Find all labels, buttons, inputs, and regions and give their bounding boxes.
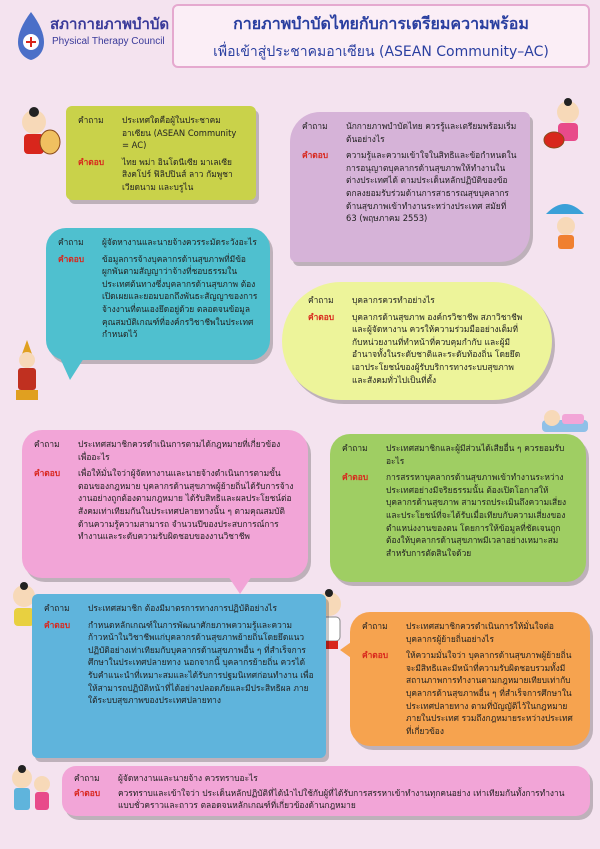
bubble-tail — [228, 576, 252, 594]
qa-bubble-7 — [32, 594, 326, 758]
answer-text: ให้ความมั่นใจว่า บุคลากรด้านสุขภาพผู้ย้ายถิ่น จะมีสิทธิและมีหน้าที่ความรับผิดชอบรวมทั้งมีสถานภาพการทำงานตามกฎหมายเทียบเท่ากับบุคลากรด้านสุขภาพอื่น ๆ ที่สำเร็จการศึกษาในประเทศปลายทาง ตามที่บัญญัติไว้ในกฎหมายภายในประเทศ รวมถึงกฎหมายระหว่างประเทศที่เกี่ยวข้อง — [406, 650, 573, 736]
answer-label: คำตอบ — [78, 156, 105, 167]
answer-text: การสรรหาบุคลากรด้านสุขภาพเข้าทำงานระหว่างประเทศอย่างมีจริยธรรมนั้น ต้องเปิดโอกาสให้บุคลากรด้านสุขภาพ สามารถประเมินถึงความเสี่ยงและประโยชน์ที่จะได้รับเมื่อเทียบกับความเสี่ยงของตำแหน่งงานของตน โดยการให้ข้อมูลที่ชัดเจนถูกต้องให้บุคลากรด้านสุขภาพมีเวลาอย่างเหมาะสมสำหรับการตัดสินใจด้วย — [386, 472, 567, 558]
qa-bubble-8 — [350, 612, 590, 746]
org-name-english: Physical Therapy Council — [52, 36, 165, 47]
mascot-drum-icon — [4, 104, 62, 164]
question-text: ประเทศสมาชิก ต้องมีมาตรการทางการปฏิบัติอย่างไร — [88, 603, 277, 613]
qa-bubble-9 — [62, 766, 590, 816]
page-title-box — [172, 4, 590, 68]
question-text: ประเทศสมาชิกควรดำเนินการตามได้กฎหมายที่เกี่ยวข้อง เพื่ออะไร — [78, 439, 281, 462]
mascot-couple-icon — [4, 762, 56, 820]
answer-label: คำตอบ — [74, 787, 101, 798]
answer-label: คำตอบ — [44, 619, 71, 630]
answer-label: คำตอบ — [342, 472, 369, 483]
mascot-drummer-icon — [540, 96, 598, 156]
answer-text: ความรู้และความเข้าใจในสิทธิและข้อกำหนดในการอนุญาตบุคลากรด้านสุขภาพให้ทำงานในต่างประเทศได้ ตามประเด็นหลักปฏิบัติของข้อตกลงยอมรับร่วมด้านการสาธารณสุขบุคลากรด้านสุขภาพเข้าทำงานระหว่างประเทศ สมัยที่ 63 (พฤษภาคม 2553) — [346, 150, 517, 224]
answer-label: คำตอบ — [58, 253, 85, 264]
mascot-sleeping-icon — [536, 398, 594, 438]
qa-bubble-2 — [290, 112, 530, 262]
question-text: ผู้จัดหางานและนายจ้างควรระมัดระวังอะไร — [102, 237, 257, 247]
qa-bubble-4 — [282, 282, 552, 400]
question-label: คำถาม — [74, 773, 100, 783]
answer-label: คำตอบ — [34, 468, 61, 479]
answer-text: เพื่อให้มั่นใจว่าผู้จัดหางานและนายจ้างดำเนินการตามขั้นตอนของกฎหมาย บุคลากรด้านสุขภาพผู้ย้ายถิ่นได้รับการจ้างงานอย่างถูกต้องตามกฎหมาย ได้รับสิทธิและผลประโยชน์ต่อสังคมเท่าเทียมกันในประเทศปลายทางนั้น ๆ ตามคุณสมบัติด้านความรู้ความสามารถ จำนวนปีของประสบการณ์การทำงานและระดับความรับผิดชอบของงานวิชาชีพ — [78, 468, 294, 542]
question-label: คำถาม — [308, 295, 334, 305]
question-text: ประเทศใดคือผู้ในประชาคมอาเซียน (ASEAN Community = AC) — [122, 115, 237, 151]
bubble-tail — [60, 358, 84, 380]
answer-label: คำตอบ — [302, 150, 329, 161]
question-label: คำถาม — [302, 121, 328, 131]
qa-bubble-1 — [66, 106, 256, 200]
question-label: คำถาม — [44, 603, 70, 613]
question-text: ผู้จัดหางานและนายจ้าง ควรทราบอะไร — [118, 773, 258, 783]
answer-text: ไทย พม่า อินโดนีเซีย มาเลเซีย สิงคโปร์ ฟิลิปปินส์ ลาว กัมพูชา เวียดนาม และบรูไน — [122, 156, 233, 193]
question-label: คำถาม — [34, 439, 60, 449]
answer-label: คำตอบ — [362, 650, 389, 661]
question-text: นักกายภาพบำบัดไทย ควรรู้และเตรียมพร้อมเริ่มต้นอย่างไร — [346, 121, 517, 144]
qa-bubble-3 — [46, 228, 270, 360]
question-label: คำถาม — [78, 115, 104, 125]
question-label: คำถาม — [58, 237, 84, 247]
question-text: บุคลากรควรทำอย่างไร — [352, 295, 435, 305]
answer-text: ควรทราบและเข้าใจว่า ประเด็นหลักปฏิบัติที่ได้นำไปใช้กับผู้ที่ได้รับการสรรหาเข้าทำงานทุกคนอย่าง เท่าเทียมกันทั้งการทำงานแบบชั่วคราวและถาวร ตลอดจนหลักเกณฑ์ที่เกี่ยวข้องด้านกฎหมาย — [118, 787, 565, 811]
answer-text: บุคลากรด้านสุขภาพ องค์กรวิชาชีพ สภาวิชาชีพ และผู้จัดหางาน ควรให้ความร่วมมืออย่างเต็มที่กับหน่วยงานที่ทำหน้าที่ควบคุมกำกับ และผู้มีอำนาจทั้งในระดับชาติและระดับท้องถิ่น โดยยึดเอาประโยชน์ของผู้รับบริการทางระบบสุขภาพและสังคมทั่วไปเป็นที่ตั้ง — [352, 311, 523, 385]
mascot-umbrella-icon — [540, 196, 590, 254]
bubble-tail — [340, 640, 354, 660]
answer-label: คำตอบ — [308, 311, 335, 322]
page-title-line-1: กายภาพบำบัดไทยกับการเตรียมความพร้อม — [233, 14, 529, 33]
mascot-thai-dancer-icon — [4, 338, 50, 404]
qa-bubble-6 — [330, 434, 586, 582]
answer-text: กำหนดหลักเกณฑ์ในการพัฒนาศักยภาพความรู้และความก้าวหน้าในวิชาชีพแก่บุคลากรด้านสุขภาพย้ายถิ่นโดยยึดแนวปฏิบัติอย่างเท่าเทียมกับบุคลากรด้านสุขภาพอื่น ๆ ที่สำเร็จการศึกษาในประเทศปลายทาง นอกจากนี้ บุคลากรย้ายถิ่น ควรได้รับคำแนะนำที่เหมาะสมและได้รับการปฐมนิเทศก่อนทำงาน เพื่อให้สามารถปฏิบัติหน้าที่ได้อย่างปลอดภัยและมีประสิทธิผล ภายใต้ระบบสุขภาพของประเทศปลายทาง — [88, 619, 314, 706]
question-text: ประเทศสมาชิกควรดำเนินการให้มั่นใจต่อบุคลากรผู้ย้ายถิ่นอย่างไร — [406, 621, 554, 644]
council-emblem-icon — [14, 10, 48, 62]
council-logo — [6, 6, 196, 68]
question-text: ประเทศสมาชิกและผู้มีส่วนได้เสียอื่น ๆ ควรยอมรับอะไร — [386, 443, 565, 466]
qa-bubble-5 — [22, 430, 308, 578]
page-title-line-2: เพื่อเข้าสู่ประชาคมอาเซียน (ASEAN Community–AC) — [213, 44, 549, 60]
question-label: คำถาม — [362, 621, 388, 631]
answer-text: ข้อมูลการจ้างบุคลากรด้านสุขภาพที่มีข้อผูกพันตามสัญญาว่าจ้างที่ชอบธรรมในประเทศต้นทางซึ่งบุคลากรด้านสุขภาพ ต้องเปิดเผยและยอมบอกถึงพันธะสัญญาของการจ้างงานที่ตนเองยึดอยู่ด้วย ตลอดจนข้อมูลคุณสมบัติเกณฑ์ที่องค์กรวิชาชีพในประเทศกำหนดไว้ — [102, 253, 258, 340]
org-name-thai: สภากายภาพบำบัด — [50, 15, 170, 33]
question-label: คำถาม — [342, 443, 368, 453]
